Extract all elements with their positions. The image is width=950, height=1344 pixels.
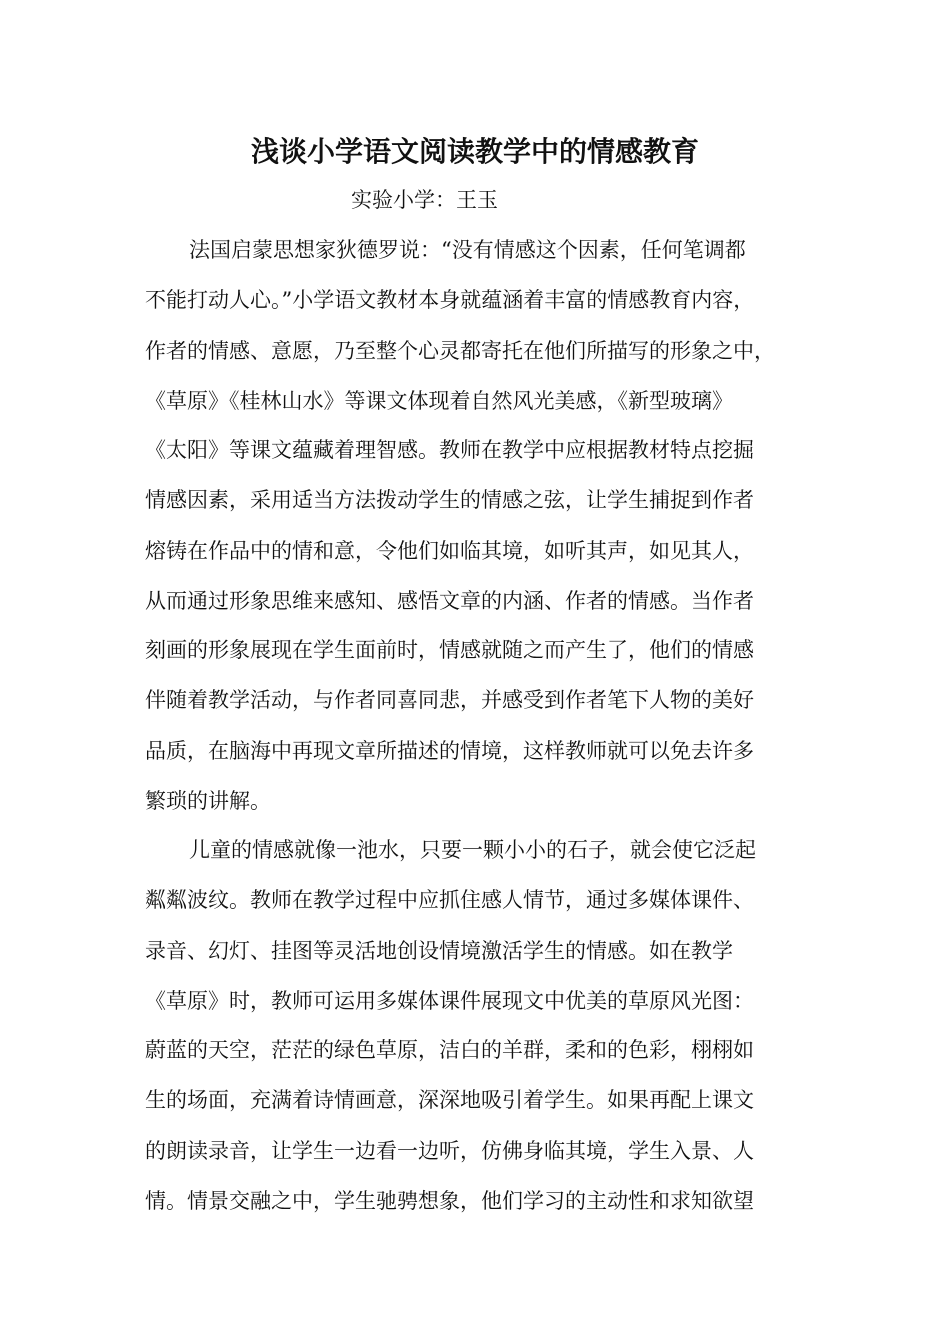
paragraph-1-line-2: 不能打动人心。”小学语文教材本身就蕴涵着丰富的情感教育内容， xyxy=(145,288,755,312)
document-title: 浅谈小学语文阅读教学中的情感教育 xyxy=(250,135,699,168)
paragraph-1-line-10: 伴随着教学活动，与作者同喜同悲，并感受到作者笔下人物的美好 xyxy=(145,688,754,712)
paragraph-2-line-5: 蔚蓝的天空，茫茫的绿色草原，洁白的羊群，柔和的色彩，栩栩如 xyxy=(145,1038,754,1062)
paragraph-1-line-11: 品质，在脑海中再现文章所描述的情境，这样教师就可以免去许多 xyxy=(145,739,754,763)
paragraph-2-line-3: 录音、幻灯、挂图等灵活地创设情境激活学生的情感。如在教学 xyxy=(145,939,733,963)
paragraph-1-line-12: 繁琐的讲解。 xyxy=(145,789,271,813)
paragraph-2-line-7: 的朗读录音，让学生一边看一边听，仿佛身临其境，学生入景、人 xyxy=(145,1139,754,1163)
paragraph-2-line-6: 生的场面，充满着诗情画意，深深地吸引着学生。如果再配上课文 xyxy=(145,1088,754,1112)
paragraph-1-line-8: 从而通过形象思维来感知、感悟文章的内涵、作者的情感。当作者 xyxy=(145,589,754,613)
paragraph-1-line-9: 刻画的形象展现在学生面前时，情感就随之而产生了，他们的情感 xyxy=(145,638,754,662)
paragraph-2-line-1: 儿童的情感就像一池水，只要一颗小小的石子，就会使它泛起 xyxy=(189,838,756,862)
paragraph-1-line-7: 熔铸在作品中的情和意，令他们如临其境，如听其声，如见其人， xyxy=(145,539,754,563)
paragraph-1-line-5: 《太阳》等课文蕴藏着理智感。教师在教学中应根据教材特点挖掘 xyxy=(145,438,754,462)
paragraph-2-line-4: 《草原》时，教师可运用多媒体课件展现文中优美的草原风光图： xyxy=(145,989,754,1013)
paragraph-2-line-2: 粼粼波纹。教师在教学过程中应抓住感人情节，通过多媒体课件、 xyxy=(145,888,754,912)
paragraph-1-line-4: 《草原》《桂林山水》等课文体现着自然风光美感，《新型玻璃》 xyxy=(145,389,733,413)
paragraph-2-line-8: 情。情景交融之中，学生驰骋想象，他们学习的主动性和求知欲望 xyxy=(145,1189,754,1213)
author-line: 实验小学：王玉 xyxy=(351,188,498,212)
paragraph-1-line-3: 作者的情感、意愿，乃至整个心灵都寄托在他们所描写的形象之中， xyxy=(145,339,775,363)
paragraph-1-line-6: 情感因素，采用适当方法拨动学生的情感之弦，让学生捕捉到作者 xyxy=(145,488,754,512)
paragraph-1-line-1: 法国启蒙思想家狄德罗说：“没有情感这个因素，任何笔调都 xyxy=(189,238,746,262)
